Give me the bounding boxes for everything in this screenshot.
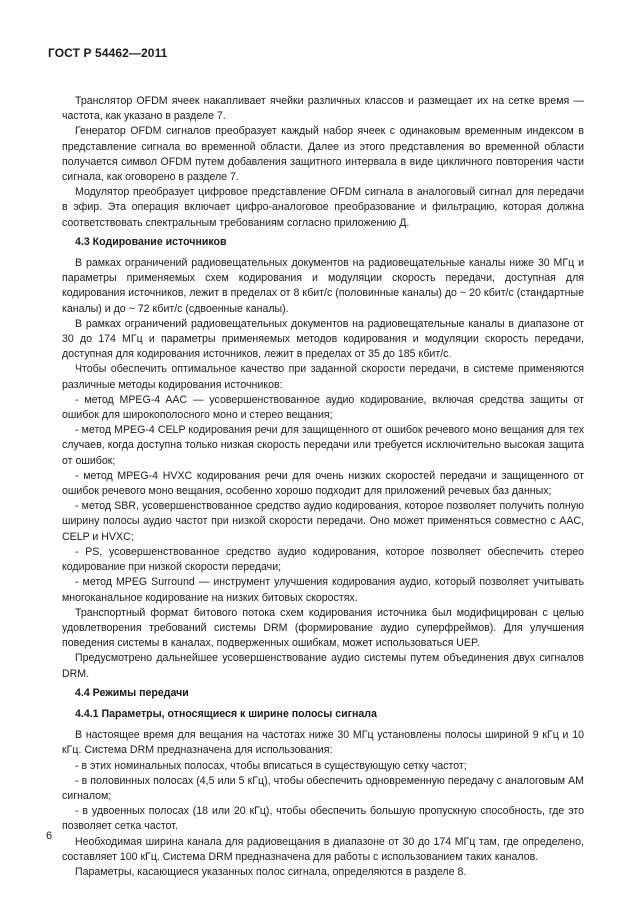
paragraph-coding-methods-intro: Чтобы обеспечить оптимальное качество при заданной скорости передачи, в системе применяются различные методы кодирования источников: bbox=[62, 363, 584, 391]
page-number: 6 bbox=[46, 830, 53, 842]
list-item-aac: - метод MPEG-4 AAC — усовершенствованное аудио кодирование, включая средства защиты от ошибок для широкополосного моно и стерео вещания; bbox=[62, 393, 584, 422]
list-item-double-bands: - в удвоенных полосах (18 или 20 кГц), чтобы обеспечить большую пропускную способность, где это позволяет сетка частот. bbox=[62, 805, 584, 833]
list-item-sbr: - метод SBR, усовершенствованное средство аудио кодирования, которое позволяет получить полную ширину полосы аудио частот при низкой скорости передачи. Оно может применяться совместно с AAC, CELP и HVXC; bbox=[62, 500, 584, 543]
list-item-nominal-bands: - в этих номинальных полосах, чтобы вписаться в существующую сетку частот; bbox=[75, 759, 467, 772]
section-heading-4-4: 4.4 Режимы передачи bbox=[75, 686, 189, 699]
document-body bbox=[62, 94, 584, 880]
list-item-mpeg-surround: - метод MPEG Surround — инструмент улучшения кодирования аудио, который позволяет учитывать многоканальное кодирование на низких битовых скоростях. bbox=[62, 576, 584, 604]
list-item-celp: - метод MPEG-4 CELP кодирования речи для защищенного от ошибок речевого моно вещания для тех случаев, когда доступна только низкая скорость передачи или требуется исключительно высокая защита от ошибок; bbox=[62, 424, 584, 467]
paragraph-bandwidth-intro: В настоящее время для вещания на частотах ниже 30 МГц установлены полосы шириной 9 кГц и 10 кГц. Система DRM предназначена для использования: bbox=[62, 729, 584, 757]
section-heading-4-3: 4.3 Кодирование источников bbox=[75, 235, 227, 248]
paragraph-parameters-reference: Параметры, касающиеся указанных полос сигнала, определяются в разделе 8. bbox=[75, 865, 467, 878]
paragraph-future-improvement: Предусмотрено дальнейшее усовершенствование аудио системы путем объединения двух сигналов DRM. bbox=[62, 652, 584, 680]
paragraph-ofdm-signal-generator: Генератор OFDM сигналов преобразует каждый набор ячеек с одинаковым временным индексом в представление сигнала во временной области. Далее из этого представления во временной области получается символ OFDM путем добавления защитного интервала в виде цикличного повторения части сигнала, как оговорено в разделе 7. bbox=[62, 125, 584, 184]
paragraph-bitrate-30-174mhz: В рамках ограничений радиовещательных документов на радиовещательные каналы в диапазоне от 30 до 174 МГц и параметры применяемых методов кодирования и модуляции скорость передачи, доступная для кодирования источников, лежит в пределах от 35 до 185 кбит/с. bbox=[62, 317, 584, 361]
paragraph-ofdm-cell-mapper: Транслятор OFDM ячеек накапливает ячейки различных классов и размещает их на сетке время — частота, как указано в разделе 7. bbox=[62, 95, 584, 123]
paragraph-bitrate-below-30mhz: В рамках ограничений радиовещательных документов на радиовещательные каналы ниже 30 МГц и параметры применяемых схем кодирования и модуляции скорость передачи, доступная для кодирования источников, лежит в пределах от 8 кбит/с (половинные каналы) до ~ 20 кбит/с (стандартные каналы) и до ~ 72 кбит/с (сдвоенные каналы). bbox=[62, 257, 584, 315]
document-code-header: ГОСТ Р 54462—2011 bbox=[48, 46, 168, 60]
paragraph-transport-format: Транспортный формат битового потока схем кодирования источника был модифицирован с целью удовлетворения требований системы DRM (формирование аудио суперфреймов). Для улучшения поведения системы в каналах, подверженных ошибкам, может использоваться UEP. bbox=[62, 606, 584, 650]
list-item-ps: - PS, усовершенствованное средство аудио кодирования, которое позволяет обеспечить стерео кодирование при низкой скорости передачи; bbox=[62, 545, 584, 574]
list-item-half-bands: - в половинных полосах (4,5 или 5 кГц), чтобы обеспечить одновременную передачу с аналоговым АМ сигналом; bbox=[62, 774, 584, 802]
paragraph-channel-width-vhf: Необходимая ширина канала для радиовещания в диапазоне от 30 до 174 МГц там, где определено, составляет 100 кГц. Система DRM предназначена для работы с использованием таких каналов. bbox=[62, 835, 584, 863]
list-item-hvxc: - метод MPEG-4 HVXC кодирования речи для очень низких скоростей передачи и защищенного от ошибок речевого моно вещания, особенно хорошо подходит для приложений речевых баз данных; bbox=[62, 469, 584, 498]
subsection-heading-4-4-1: 4.4.1 Параметры, относящиеся к ширине полосы сигнала bbox=[75, 707, 377, 720]
paragraph-modulator: Модулятор преобразует цифровое представление OFDM сигнала в аналоговый сигнал для передачи в эфир. Эта операция включает цифро-аналоговое преобразование и фильтрацию, которая должна соответствовать спектральным требованиям согласно приложению Д. bbox=[62, 186, 584, 229]
